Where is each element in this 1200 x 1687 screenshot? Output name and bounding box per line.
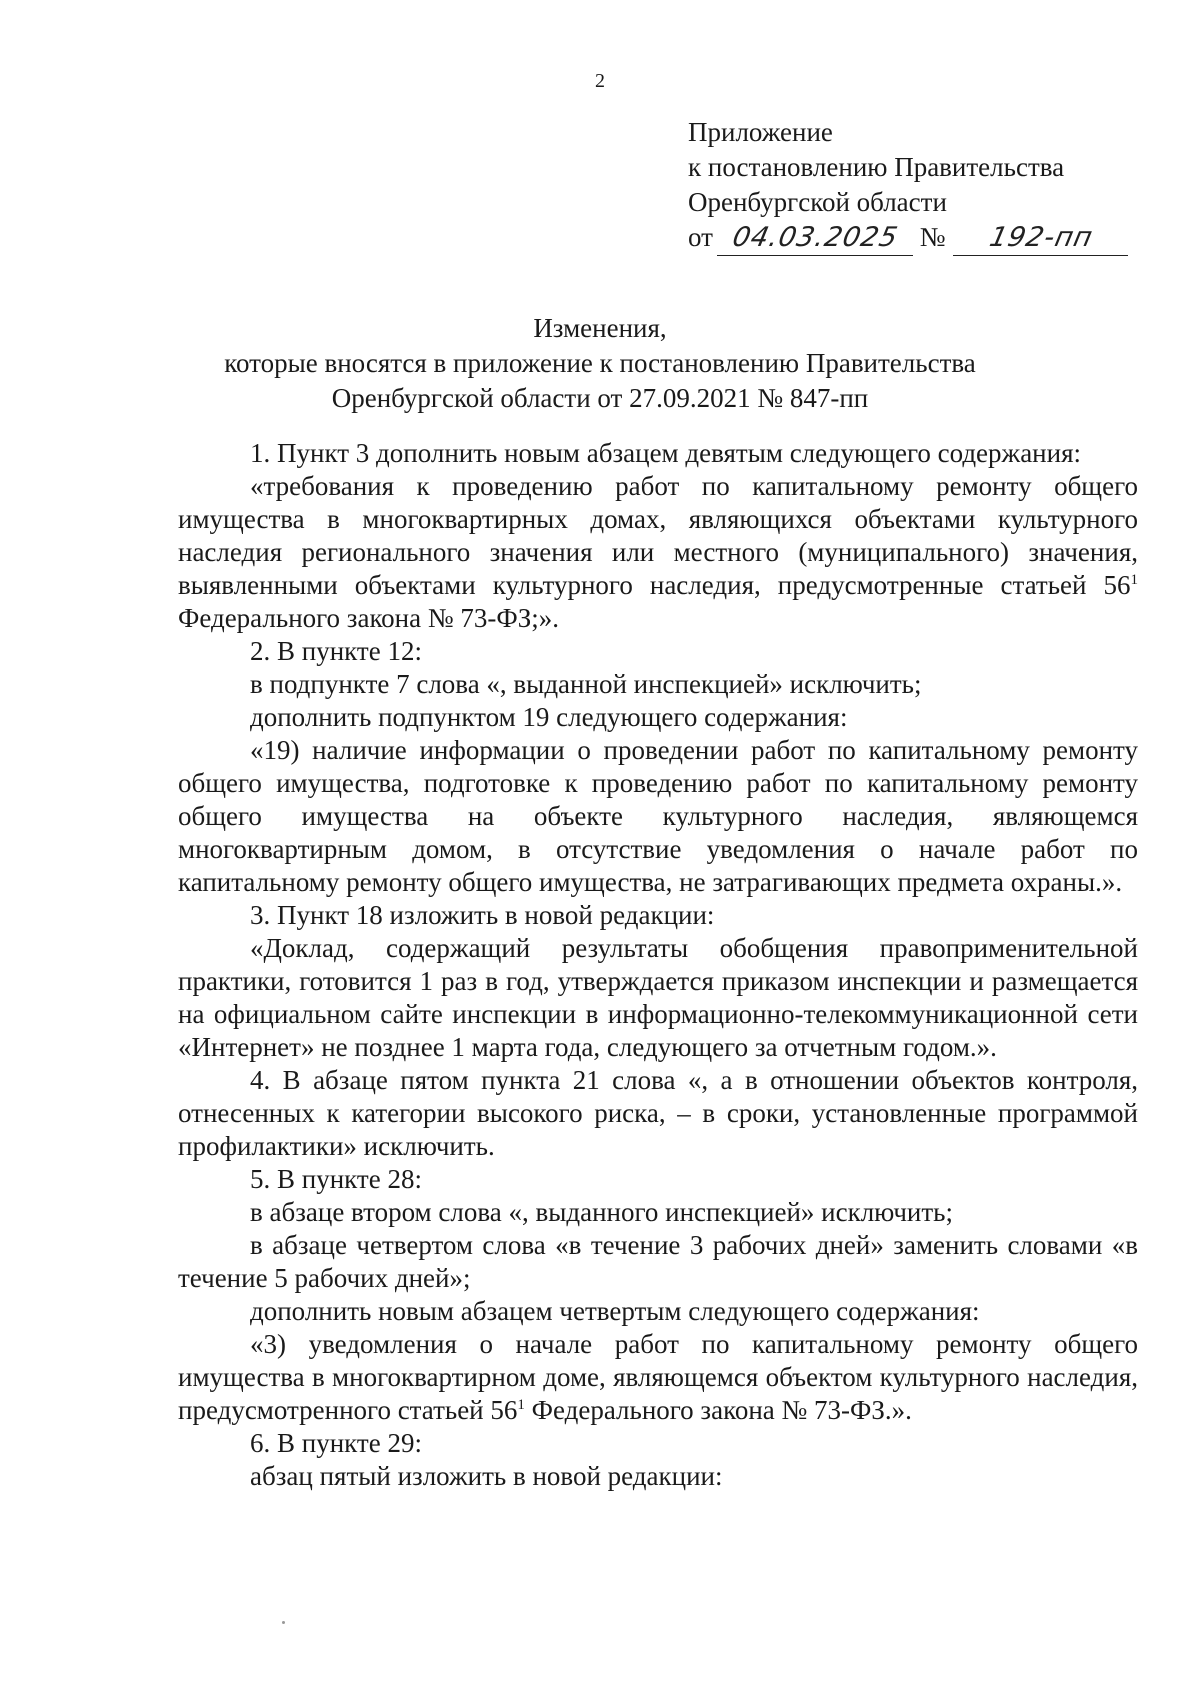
date-prefix: от bbox=[688, 222, 713, 252]
document-title bbox=[0, 311, 1200, 416]
title-line-3: Оренбургской области от 27.09.2021 № 847-пп bbox=[331, 383, 869, 413]
appendix-header bbox=[688, 115, 1128, 256]
paragraph-3: 2. В пункте 12: bbox=[250, 636, 422, 666]
paragraph-6: «19) наличие информации о проведении работ по капитальному ремонту общего имущества, подготовке к проведению работ по капитальному ремонту общего имущества на объекте культурного наследия, являющемся многоквартирным домом, в отсутствие уведомления о начале работ по капитальному ремонту общего имущества, не затрагивающих предмета охраны.». bbox=[178, 735, 1138, 897]
paragraph-10: 5. В пункте 28: bbox=[250, 1164, 422, 1194]
title-line-1: Изменения, bbox=[533, 313, 667, 343]
paragraph-1: 1. Пункт 3 дополнить новым абзацем девятым следующего содержания: bbox=[250, 438, 1082, 468]
paragraph-13: дополнить новым абзацем четвертым следующего содержания: bbox=[250, 1296, 980, 1326]
paragraph-14-tail: Федерального закона № 73-ФЗ.». bbox=[524, 1395, 912, 1425]
paragraph-2-tail: Федерального закона № 73-ФЗ;». bbox=[178, 603, 559, 633]
paragraph-14-superscript: 1 bbox=[517, 1397, 525, 1413]
title-line-2: которые вносятся в приложение к постановлению Правительства bbox=[224, 348, 976, 378]
paragraph-14 bbox=[178, 1328, 1138, 1427]
document-body bbox=[178, 437, 1138, 1493]
appendix-region: Оренбургской области bbox=[688, 187, 947, 217]
paragraph-11: в абзаце втором слова «, выданного инспекцией» исключить; bbox=[250, 1197, 953, 1227]
paragraph-2-text: «требования к проведению работ по капитальному ремонту общего имущества в многоквартирных домах, являющихся объектами культурного наследия регионального значения или местного (муниципального) значения, выявленными объектами культурного наследия, предусмотренные статьей 56 bbox=[178, 471, 1138, 600]
paragraph-2-superscript: 1 bbox=[1130, 572, 1138, 588]
appendix-title: Приложение bbox=[688, 117, 833, 147]
paragraph-15: 6. В пункте 29: bbox=[250, 1428, 422, 1458]
date-field bbox=[717, 220, 913, 256]
appendix-date-number-row bbox=[688, 220, 1128, 256]
paragraph-4: в подпункте 7 слова «, выданной инспекцией» исключить; bbox=[250, 669, 922, 699]
page-number: 2 bbox=[595, 70, 605, 92]
paragraph-2 bbox=[178, 470, 1138, 635]
paragraph-12: в абзаце четвертом слова «в течение 3 рабочих дней» заменить словами «в течение 5 рабочих дней»; bbox=[178, 1230, 1138, 1293]
handwritten-date: 04.03.2025 bbox=[729, 222, 901, 253]
number-field bbox=[953, 220, 1128, 256]
paragraph-14-text: «3) уведомления о начале работ по капитальному ремонту общего имущества в многоквартирном доме, являющемся объектом культурного наследия, предусмотренного статьей 56 bbox=[178, 1329, 1138, 1425]
handwritten-number: 192-пп bbox=[986, 222, 1096, 253]
scan-artifact bbox=[282, 1621, 285, 1624]
paragraph-9: 4. В абзаце пятом пункта 21 слова «, а в отношении объектов контроля, отнесенных к категории высокого риска, – в сроки, установленные программой профилактики» исключить. bbox=[178, 1065, 1138, 1161]
paragraph-16: абзац пятый изложить в новой редакции: bbox=[250, 1461, 723, 1491]
number-prefix: № bbox=[919, 222, 946, 252]
appendix-reference: к постановлению Правительства bbox=[688, 152, 1065, 182]
paragraph-8: «Доклад, содержащий результаты обобщения правоприменительной практики, готовится 1 раз в год, утверждается приказом инспекции и размещается на официальном сайте инспекции в информационно-телекоммуникационной сети «Интернет» не позднее 1 марта года, следующего за отчетным годом.». bbox=[178, 933, 1138, 1062]
paragraph-7: 3. Пункт 18 изложить в новой редакции: bbox=[250, 900, 715, 930]
paragraph-5: дополнить подпунктом 19 следующего содержания: bbox=[250, 702, 848, 732]
